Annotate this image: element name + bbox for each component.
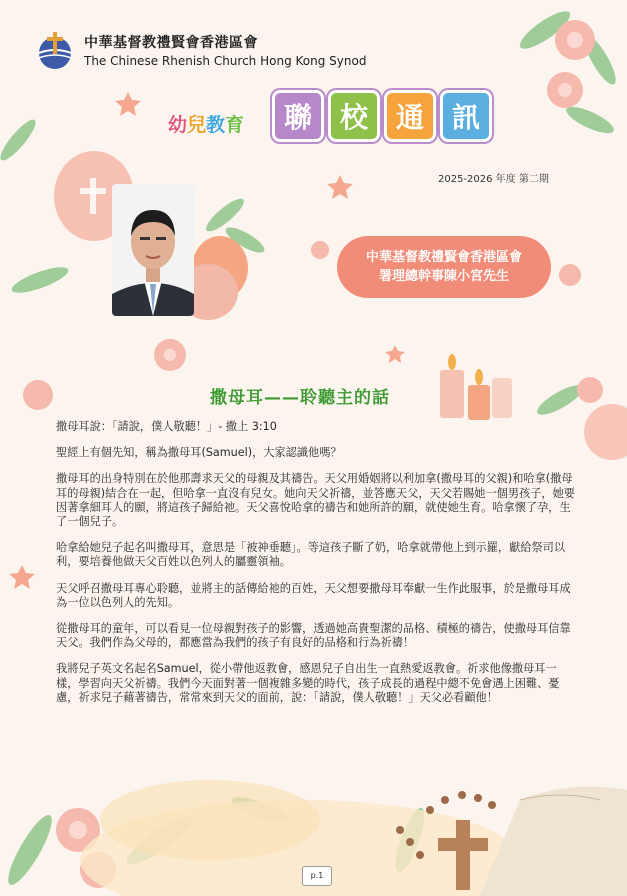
author-portrait (112, 184, 194, 316)
masthead-char: 聯 (272, 90, 324, 142)
masthead-char: 訊 (440, 90, 492, 142)
author-org: 中華基督教禮賢會香港區會 (365, 250, 522, 265)
article-paragraph: 天父呼召撒母耳專心聆聽，並將主的話傳給祂的百姓，天父想要撒母耳奉獻一生作此服事，於是撒母耳成為一位以色列人的先知。 (56, 581, 571, 609)
org-name-english: The Chinese Rhenish Church Hong Kong Synod (84, 54, 367, 68)
newsletter-masthead (272, 90, 496, 142)
church-logo-icon (32, 30, 78, 70)
kinder-char: 育 (225, 114, 245, 136)
article-body (56, 420, 578, 717)
author-badge (337, 236, 551, 298)
article-paragraph: 從撒母耳的童年，可以看見一位母親對孩子的影響，透過她高貴聖潔的品格、積極的禱告，使撒母耳信靠天父。我們作為父母的，都應當為我們的孩子有良好的品格和行為祈禱！ (56, 622, 571, 650)
kinder-char: 幼 (168, 114, 188, 136)
article-paragraph: 撒母耳的出身特別在於他那壽求天父的母親及其禱告。天父用婚姻將以利加拿(撒母耳的父親)和哈拿(撒母耳的母親)結合在一起，但哈拿一直沒有兒女。她向天父祈禱，並答應天父，天父若賜她一個男孩子，她要因著拿細耳人的願，將這孩子歸給祂。天父喜悅哈拿的禱告和她所許的願，就使她生育。哈拿懷了孕，生了一個兒子。 (56, 472, 575, 529)
page-number: p.1 (302, 866, 332, 886)
author-title-name: 署理總幹事陳小宮先生 (378, 269, 509, 284)
issue-label: 2025-2026 年度 第二期 (438, 174, 549, 185)
article-title: 撒母耳——聆聽主的話 (210, 388, 390, 408)
article-paragraph: 聖經上有個先知，稱為撒母耳(Samuel)，大家認識他嗎？ (56, 446, 342, 460)
article-paragraph: 哈拿給她兒子起名叫撒母耳，意思是「被神垂聽」。等這孩子斷了奶，哈拿就帶他上到示羅，獻給祭司以利，要培養他做天父百姓以色列人的屬靈領袖。 (56, 541, 566, 569)
church-header (32, 30, 366, 70)
masthead-char: 通 (384, 90, 436, 142)
article-paragraph: 我將兒子英文名起名Samuel，從小帶他返教會，感恩兒子自出生一直熱愛返教會。祈求他像撒母耳一樣，學習向天父祈禱。我們今天面對著一個複雜多變的時代，孩子成長的過程中總不免會遇上困難、憂慮，祈求兒子藉著禱告，常常來到天父的面前，說：「請說，僕人敬聽！」天父必看顧他！ (56, 662, 560, 704)
kinder-char: 教 (206, 114, 226, 136)
org-name-chinese: 中華基督教禮賢會香港區會 (84, 35, 258, 51)
scripture-quote: 撒母耳說：「請說，僕人敬聽！」- 撒上 3:10 (56, 420, 277, 433)
masthead-char: 校 (328, 90, 380, 142)
kindergarten-education-label (168, 110, 244, 137)
kinder-char: 兒 (187, 114, 207, 136)
